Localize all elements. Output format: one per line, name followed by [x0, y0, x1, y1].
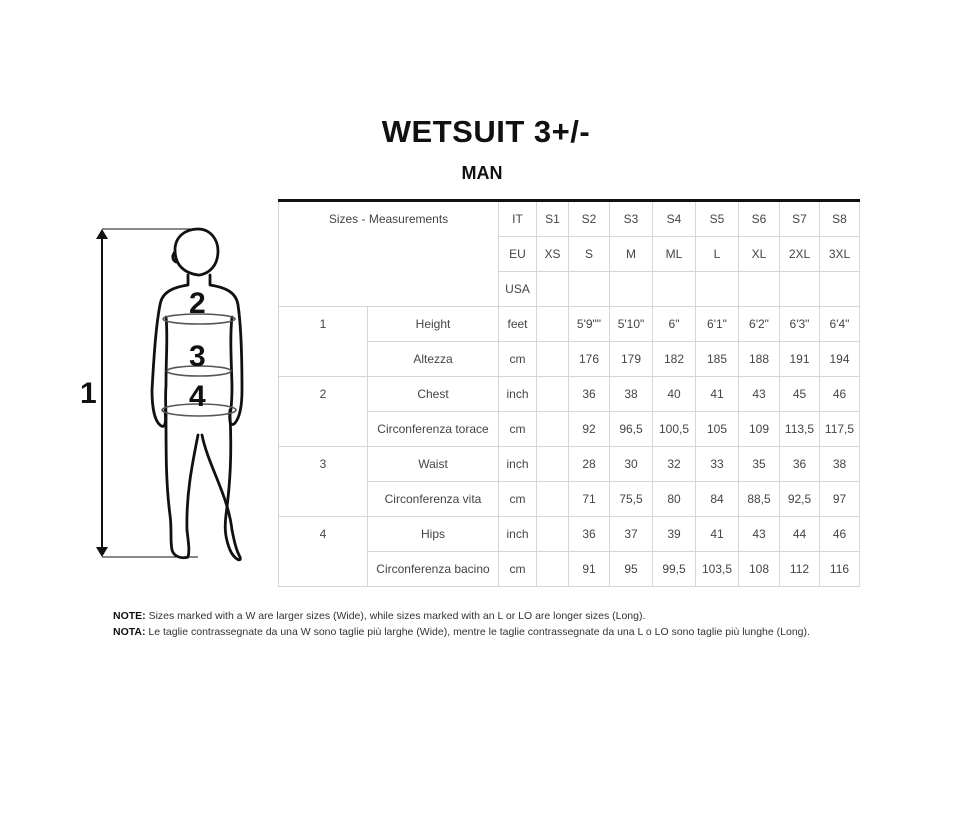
value-cell: 6'1" [696, 307, 739, 342]
value-cell: 45 [780, 377, 820, 412]
note-english: NOTE: Sizes marked with a W are larger sizes (Wide), while sizes marked with an L or LO are longer sizes (Long). [113, 610, 646, 622]
value-cell: 108 [739, 552, 780, 587]
size-cell: M [610, 237, 653, 272]
label-height: 1 [80, 377, 97, 410]
label-chest: 2 [189, 287, 206, 320]
value-cell: 43 [739, 517, 780, 552]
value-cell: 5'9"" [569, 307, 610, 342]
size-cell [780, 272, 820, 307]
value-cell: 32 [653, 447, 696, 482]
value-cell: 41 [696, 377, 739, 412]
group-number-cell: 4 [279, 517, 368, 587]
value-cell: 28 [569, 447, 610, 482]
value-cell: 194 [820, 342, 860, 377]
group-number-cell: 2 [279, 377, 368, 447]
group-number-cell: 1 [279, 307, 368, 377]
value-cell: 185 [696, 342, 739, 377]
value-cell: 38 [820, 447, 860, 482]
value-cell: 179 [610, 342, 653, 377]
measurement-name-cell: Circonferenza vita [368, 482, 499, 517]
size-cell: S4 [653, 201, 696, 237]
measurement-name-cell: Circonferenza bacino [368, 552, 499, 587]
size-cell: S8 [820, 201, 860, 237]
value-cell: 176 [569, 342, 610, 377]
value-cell: 116 [820, 552, 860, 587]
human-silhouette-icon [80, 225, 250, 570]
size-cell: XS [537, 237, 569, 272]
value-cell: 36 [780, 447, 820, 482]
measurement-name-cell: Circonferenza torace [368, 412, 499, 447]
unit-cell: cm [499, 482, 537, 517]
header-label-cell: Sizes - Measurements [279, 201, 499, 307]
measurement-row [279, 307, 860, 342]
measurement-name-cell: Altezza [368, 342, 499, 377]
size-cell: S6 [739, 201, 780, 237]
measurement-name-cell: Waist [368, 447, 499, 482]
value-cell: 97 [820, 482, 860, 517]
measurement-row [279, 517, 860, 552]
value-cell: 96,5 [610, 412, 653, 447]
size-cell: S2 [569, 201, 610, 237]
size-system-row [279, 201, 860, 237]
measurement-name-cell: Height [368, 307, 499, 342]
value-cell: 191 [780, 342, 820, 377]
size-cell: 2XL [780, 237, 820, 272]
value-cell: 100,5 [653, 412, 696, 447]
value-cell: 46 [820, 377, 860, 412]
value-cell [537, 552, 569, 587]
size-cell [696, 272, 739, 307]
unit-cell: cm [499, 552, 537, 587]
value-cell: 33 [696, 447, 739, 482]
unit-cell: cm [499, 412, 537, 447]
size-cell [610, 272, 653, 307]
value-cell: 117,5 [820, 412, 860, 447]
size-cell [537, 272, 569, 307]
unit-cell: feet [499, 307, 537, 342]
value-cell: 188 [739, 342, 780, 377]
value-cell: 71 [569, 482, 610, 517]
value-cell [537, 412, 569, 447]
value-cell: 95 [610, 552, 653, 587]
size-cell [569, 272, 610, 307]
value-cell: 5'10" [610, 307, 653, 342]
size-cell [653, 272, 696, 307]
value-cell [537, 377, 569, 412]
size-cell: ML [653, 237, 696, 272]
group-number-cell: 3 [279, 447, 368, 517]
value-cell: 39 [653, 517, 696, 552]
size-cell [739, 272, 780, 307]
value-cell: 75,5 [610, 482, 653, 517]
value-cell: 36 [569, 377, 610, 412]
value-cell: 92 [569, 412, 610, 447]
value-cell: 103,5 [696, 552, 739, 587]
label-hips: 4 [189, 380, 206, 413]
value-cell [537, 482, 569, 517]
size-cell: S5 [696, 201, 739, 237]
value-cell: 30 [610, 447, 653, 482]
page-title: WETSUIT 3+/- [381, 114, 591, 149]
value-cell: 46 [820, 517, 860, 552]
value-cell: 43 [739, 377, 780, 412]
size-cell: S7 [780, 201, 820, 237]
note-italian: NOTA: Le taglie contrassegnate da una W sono taglie più larghe (Wide), mentre le taglie contrassegnate da una L o LO sono taglie più lunghe (Long). [113, 626, 810, 638]
measurement-name-cell: Chest [368, 377, 499, 412]
value-cell: 88,5 [739, 482, 780, 517]
value-cell: 36 [569, 517, 610, 552]
size-system-cell: USA [499, 272, 537, 307]
value-cell: 6" [653, 307, 696, 342]
notes [113, 608, 933, 640]
value-cell: 44 [780, 517, 820, 552]
value-cell: 38 [610, 377, 653, 412]
value-cell: 40 [653, 377, 696, 412]
value-cell: 99,5 [653, 552, 696, 587]
size-cell: 3XL [820, 237, 860, 272]
measurement-row [279, 447, 860, 482]
height-arrow-icon [96, 229, 200, 557]
value-cell: 91 [569, 552, 610, 587]
value-cell: 84 [696, 482, 739, 517]
value-cell: 80 [653, 482, 696, 517]
measurement-row [279, 377, 860, 412]
size-system-cell: IT [499, 201, 537, 237]
value-cell: 109 [739, 412, 780, 447]
label-waist: 3 [189, 340, 206, 373]
unit-cell: inch [499, 377, 537, 412]
value-cell: 182 [653, 342, 696, 377]
value-cell: 105 [696, 412, 739, 447]
page-subtitle: MAN [461, 163, 503, 183]
value-cell: 112 [780, 552, 820, 587]
size-system-cell: EU [499, 237, 537, 272]
value-cell: 37 [610, 517, 653, 552]
size-cell: S3 [610, 201, 653, 237]
value-cell: 6'2" [739, 307, 780, 342]
unit-cell: inch [499, 447, 537, 482]
unit-cell: cm [499, 342, 537, 377]
value-cell [537, 342, 569, 377]
value-cell: 41 [696, 517, 739, 552]
value-cell: 92,5 [780, 482, 820, 517]
size-cell: S [569, 237, 610, 272]
size-cell: XL [739, 237, 780, 272]
value-cell [537, 517, 569, 552]
value-cell: 113,5 [780, 412, 820, 447]
value-cell [537, 307, 569, 342]
unit-cell: inch [499, 517, 537, 552]
value-cell: 35 [739, 447, 780, 482]
size-cell [820, 272, 860, 307]
measurement-name-cell: Hips [368, 517, 499, 552]
value-cell [537, 447, 569, 482]
size-cell: S1 [537, 201, 569, 237]
value-cell: 6'4" [820, 307, 860, 342]
size-cell: L [696, 237, 739, 272]
value-cell: 6'3" [780, 307, 820, 342]
size-chart-table [278, 199, 860, 587]
